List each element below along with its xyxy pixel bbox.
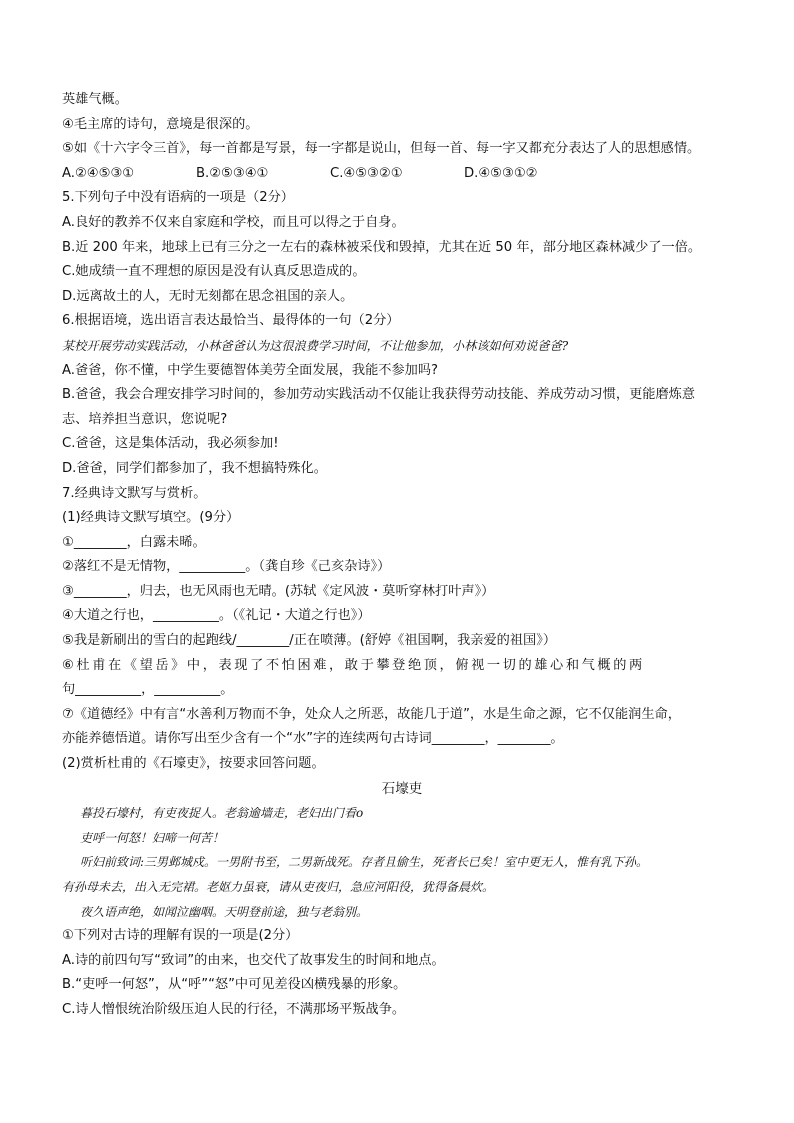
text-line: ⑤如《十六字令三首》，每一首都是写景，每一字都是说山，但每一首、每一字又都充分表达了人的思想感情。 — [62, 141, 701, 157]
poem-line: 夜久语声绝，如闻泣幽咽。天明登前途，独与老翁别。 — [80, 904, 369, 919]
option-d: D.远离故土的人，无时无刻都在思念祖国的亲人。 — [62, 288, 354, 304]
question-5: 5.下列句子中没有语病的一项是（2分） — [62, 190, 294, 206]
option-b: B.②⑤③④① — [196, 165, 269, 181]
option-b: B.近 200 年来，地球上已有三分之一左右的森林被采伐和毁掉，尤其在近 50 年，部分地区森林减少了一倍。 — [62, 239, 702, 255]
question-7: 7.经典诗文默写与赏析。 — [62, 485, 207, 501]
text-line: 英雄气概。 — [62, 92, 128, 107]
poem-line: 有孙母未去，出入无完裙。老妪力虽衰，请从吏夜归，急应河阳役，犹得备晨炊。 — [62, 880, 495, 894]
fill-blank-6-continued: 句__________，__________。 — [62, 682, 234, 698]
option-b: B.“吏呼一何怒”，从“呼”“怒”中可见差役凶横残暴的形象。 — [62, 977, 407, 993]
option-b-continued: 志、培养担当意识，您说呢? — [62, 411, 228, 427]
option-d: D.爸爸，同学们都参加了，我不想搞特殊化。 — [62, 460, 327, 476]
option-c: C.她成绩一直不理想的原因是没有认真反思造成的。 — [62, 264, 366, 280]
question-6-context: 某校开展劳动实践活动，小林爸爸认为这很浪费学习时间，不让他参加，小林该如何劝说爸爸? — [62, 338, 569, 353]
exam-page — [62, 88, 742, 1023]
poem-line: 暮投石壕村，有吏夜捉人。老翁逾墙走，老妇出门看o — [80, 806, 364, 821]
option-a: A.诗的前四句写“致词”的由来，也交代了故事发生的时间和地点。 — [62, 952, 445, 968]
option-b: B.爸爸，我会合理安排学习时间的，参加劳动实践活动不仅能让我获得劳动技能、养成劳动习惯，更能磨炼意 — [62, 387, 696, 403]
fill-blank-2: ②落红不是无情物，__________。（龚自珍《己亥杂诗》） — [62, 559, 391, 575]
option-c: C.爸爸，这是集体活动，我必须参加! — [62, 436, 279, 452]
question-6: 6.根据语境，选出语言表达最恰当、最得体的一句（2分） — [62, 313, 400, 329]
option-a: A.良好的教养不仅来自家庭和学校，而且可以得之于自身。 — [62, 214, 405, 230]
fill-blank-6: ⑥杜甫在《望岳》中，表现了不怕困难，敢于攀登绝顶，俯视一切的雄心和气概的两 — [62, 657, 645, 673]
fill-blank-7-continued: 亦能养德悟道。请你写出至少含有一个“水”字的连续两句古诗词________，________。 — [62, 731, 564, 747]
fill-blank-4: ④大道之行也，__________。（《礼记・大道之行也》） — [62, 608, 371, 624]
option-a: A.②④⑤③① — [62, 165, 135, 181]
fill-blank-1: ①________，白露未晞。 — [62, 534, 206, 550]
option-a: A.爸爸，你不懂，中学生要德智体美劳全面发展，我能不参加吗? — [62, 362, 439, 378]
question-7-part-2: (2)赏析杜甫的《石壕吏》，按要求回答问题。 — [62, 756, 325, 772]
fill-blank-7: ⑦《道德经》中有言“水善利万物而不争，处众人之所恶，故能几于道”，水是生命之源，它不仅能润生命， — [62, 706, 681, 722]
question-7-part-1: (1)经典诗文默写填空。(9分） — [62, 510, 240, 526]
sub-question-1: ①下列对古诗的理解有误的一项是(2分） — [62, 928, 299, 944]
poem-title: 石壕吏 — [381, 780, 423, 797]
option-c: C.④⑤③②① — [330, 165, 403, 181]
fill-blank-5: ⑤我是新刷出的雪白的起跑线/________/正在喷薄。(舒婷《祖国啊，我亲爱的祖国》） — [62, 633, 557, 649]
poem-line: 吏呼一何怒！妇啼一何苦！ — [80, 830, 225, 845]
option-c: C.诗人憎恨统治阶级压迫人民的行径，不满那场平叛战争。 — [62, 1001, 406, 1017]
fill-blank-3: ③________，归去，也无风雨也无晴。(苏轼《定风波・莫听穿林打叶声》） — [62, 583, 495, 599]
option-d: D.④⑤③①② — [464, 165, 538, 181]
poem-line: 听妇前致词:三男邺城戍。一男附书至，二男新战死。存者且偷生，死者长已矣！室中更无人，惟有乳下孙。 — [80, 855, 649, 870]
q4-options — [62, 162, 742, 187]
text-line: ④毛主席的诗句，意境是很深的。 — [62, 116, 259, 132]
